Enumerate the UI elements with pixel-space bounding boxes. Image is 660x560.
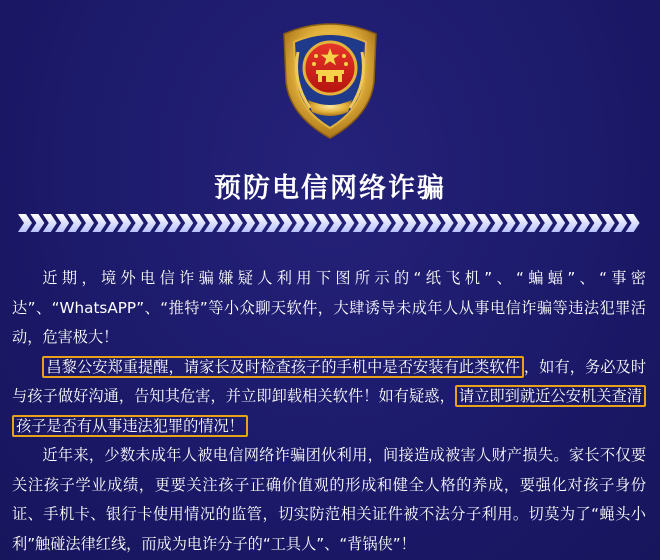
divider-chevron bbox=[204, 214, 218, 232]
paragraph-1: 近期，境外电信诈骗嫌疑人利用下图所示的“纸飞机”、“蝙蝠”、“事密达”、“WhatsAPP”、“推特”等小众聊天软件，大肆诱导未成年人从事电信诈骗等违法犯罪活动，危害极大！ bbox=[12, 269, 646, 346]
divider-chevron bbox=[464, 214, 478, 232]
highlight-reminder: 昌黎公安郑重提醒，请家长及时检查孩子的手机中是否安装有此类软件 bbox=[42, 356, 524, 378]
divider-chevron bbox=[489, 214, 503, 232]
divider-chevron bbox=[539, 214, 553, 232]
divider-chevron bbox=[229, 214, 243, 232]
divider-chevron bbox=[514, 214, 528, 232]
divider-chevron bbox=[192, 214, 206, 232]
divider-chevron bbox=[526, 214, 540, 232]
divider-chevron bbox=[167, 214, 181, 232]
divider-chevron bbox=[378, 214, 392, 232]
decorative-divider bbox=[18, 214, 642, 232]
divider-chevron bbox=[266, 214, 280, 232]
divider-chevron bbox=[390, 214, 404, 232]
divider-chevron bbox=[588, 214, 602, 232]
divider-chevron bbox=[353, 214, 367, 232]
divider-chevron bbox=[105, 214, 119, 232]
divider-chevron bbox=[68, 214, 82, 232]
divider-chevron bbox=[18, 214, 32, 232]
divider-chevron bbox=[55, 214, 69, 232]
divider-chevron bbox=[254, 214, 268, 232]
divider-chevron bbox=[216, 214, 230, 232]
divider-chevron bbox=[278, 214, 292, 232]
page-title: 预防电信网络诈骗 bbox=[214, 173, 446, 204]
divider-chevron bbox=[142, 214, 156, 232]
divider-chevron bbox=[291, 214, 305, 232]
divider-chevron bbox=[452, 214, 466, 232]
article-body bbox=[12, 264, 646, 559]
divider-chevron bbox=[601, 214, 615, 232]
divider-chevron bbox=[117, 214, 131, 232]
divider-chevron bbox=[477, 214, 491, 232]
divider-chevron bbox=[316, 214, 330, 232]
divider-chevron bbox=[626, 214, 640, 232]
divider-chevron bbox=[427, 214, 441, 232]
divider-chevron bbox=[365, 214, 379, 232]
divider-chevron bbox=[613, 214, 627, 232]
divider-chevron bbox=[130, 214, 144, 232]
paragraph-2 bbox=[12, 353, 646, 442]
divider-chevron bbox=[30, 214, 44, 232]
police-emblem-icon bbox=[270, 12, 390, 144]
divider-chevron bbox=[502, 214, 516, 232]
divider-chevron bbox=[154, 214, 168, 232]
paragraph-2-middle: ，如有，务必及时与孩子做好沟通，告知其危害，并立即卸载相关软件！如有疑惑， bbox=[12, 357, 647, 405]
police-emblem-graphic bbox=[270, 12, 390, 144]
divider-chevron bbox=[43, 214, 57, 232]
highlight-check: 请立即到就近公安机关查清孩子是否有从事违法犯罪的情况！ bbox=[12, 385, 646, 437]
divider-chevron bbox=[241, 214, 255, 232]
divider-chevron bbox=[440, 214, 454, 232]
divider-chevron bbox=[415, 214, 429, 232]
divider-chevron bbox=[551, 214, 565, 232]
divider-chevron bbox=[402, 214, 416, 232]
divider-chevron bbox=[303, 214, 317, 232]
divider-chevron bbox=[92, 214, 106, 232]
divider-chevron bbox=[328, 214, 342, 232]
divider-chevron bbox=[576, 214, 590, 232]
divider-chevron bbox=[80, 214, 94, 232]
divider-chevron bbox=[564, 214, 578, 232]
divider-chevron bbox=[340, 214, 354, 232]
paragraph-3: 近年来，少数未成年人被电信网络诈骗团伙利用，间接造成被害人财产损失。家长不仅要关注孩子学业成绩，更要关注孩子正确价值观的形成和健全人格的养成，要强化对孩子身份证、手机卡、银行卡使用情况的监管，切实防范相关证件被不法分子利用。切莫为了“蝇头小利”触碰法律红线，而成为电诈分子的“工具人”、“背锅侠”！ bbox=[12, 446, 646, 553]
divider-chevron bbox=[179, 214, 193, 232]
